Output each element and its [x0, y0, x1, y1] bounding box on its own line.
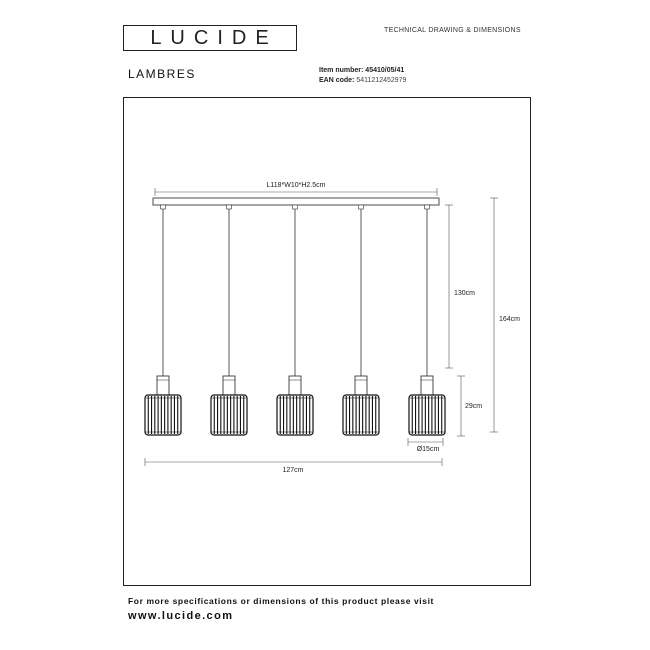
pendant-group — [145, 205, 445, 435]
item-number-value: 45410/05/41 — [365, 67, 405, 74]
total-height-dimension-label: 164cm — [499, 316, 521, 323]
cable-clamp — [161, 205, 166, 209]
document-type-label: TECHNICAL DRAWING & DIMENSIONS — [384, 27, 521, 34]
total-width-dimension-label: 127cm — [282, 467, 304, 474]
ean-code-label: EAN code: — [319, 77, 355, 84]
brand-logo-text: LUCIDE — [150, 26, 278, 49]
lamp-shade — [343, 395, 379, 435]
cable-clamp — [227, 205, 232, 209]
item-number-label: Item number: — [319, 67, 364, 74]
ean-code-value: 5411212452979 — [356, 77, 407, 84]
footer-info-text: For more specifications or dimensions of this product please visit — [128, 596, 434, 606]
lamp-holder — [289, 376, 301, 395]
product-name: LAMBRES — [128, 67, 196, 81]
lamp-shade — [145, 395, 181, 435]
shade-diameter-dimension-label: Ø15cm — [416, 446, 440, 453]
lamp-holder — [355, 376, 367, 395]
cable-dimension-label: 130cm — [454, 290, 476, 297]
shade-height-dimension-label: 29cm — [465, 403, 483, 410]
lamp-shade — [211, 395, 247, 435]
ceiling-bar — [153, 198, 439, 205]
cable-clamp — [293, 205, 298, 209]
footer-url-link[interactable]: www.lucide.com — [128, 610, 234, 622]
lamp-holder — [157, 376, 169, 395]
cable-clamp — [425, 205, 430, 209]
lamp-shade — [277, 395, 313, 435]
lamp-shade — [409, 395, 445, 435]
lamp-holder — [421, 376, 433, 395]
cable-clamp — [359, 205, 364, 209]
lamp-holder — [223, 376, 235, 395]
bar-dimension-label: L118*W10*H2.5cm — [266, 182, 326, 189]
